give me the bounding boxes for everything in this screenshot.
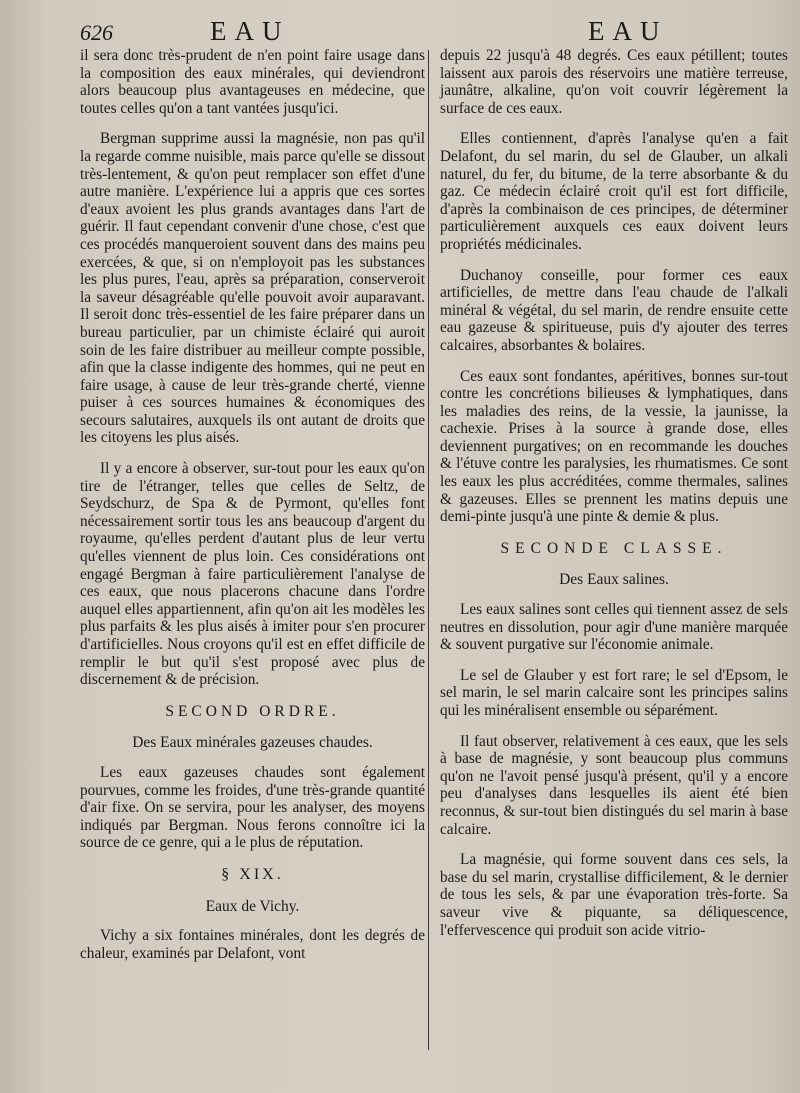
paragraph: Elles contiennent, d'après l'analyse qu'en a fait Delafont, du sel marin, du sel de Glauber, un alkali naturel, du fer, du bitume, de la terre absorbante & du gaz. Ce médecin éclairé croit qu'il est fort difficile, d'après la combinaison de ces principes, de déterminer particulièrement auxquels ces eaux doivent leurs propriétés médicinales. [440,130,788,253]
paragraph: depuis 22 jusqu'à 48 degrés. Ces eaux pétillent; toutes laissent aux parois des réservoirs une matière terreuse, jaunâtre, alkaline, qu'on voit couvrir légèrement la surface de ces eaux. [440,47,788,117]
header-title-right: EAU [588,16,668,46]
page-number: 626 [80,20,113,45]
right-column [440,47,788,952]
paragraph: La magnésie, qui forme souvent dans ces sels, la base du sel marin, crystallise difficilement, & le dernier de tous les sels, & par une évaporation très-forte. Sa saveur vive & piquante, sa déliquescence, l'effervescence qui produit son acide vitrio- [440,851,788,939]
paragraph: Il faut observer, relativement à ces eaux, que les sels à base de magnésie, y sont beaucoup plus communs qu'on ne l'avoit pensé jusqu'à présent, qu'il y a encore peu d'analyses dans lesquelles ils aient été bien reconnus, & sur-tout bien distingués du sel marin à base calcaire. [440,732,788,838]
paragraph: Les eaux salines sont celles qui tiennent assez de sels neutres en dissolution, pour agir d'une manière marquée & souvent purgative sur l'économie animale. [440,601,788,654]
paragraph: Il y a encore à observer, sur-tout pour les eaux qu'on tire de l'étranger, telles que celles de Seltz, de Seydschurz, de Spa & de Pyrmont, qu'elles font nécessairement sortir tous les ans beaucoup d'argent du royaume, qu'elles perdent d'autant plus de leur vertu qu'elles viennent de plus loin. Ces considérations ont engagé Bergman à faire particulièrement l'analyse de ces eaux, que nous placerons chacune dans l'ordre auquel elles appartiennent, afin qu'on ait les modèles les plus parfaits & les plus aisés à imiter pour s'en procurer d'artificielles. Nous croyons qu'il est en effet difficile de remplir le but qu'il s'est proposé avec plus de discernement & de précision. [80,460,425,689]
paragraph: Vichy a six fontaines minérales, dont les degrés de chaleur, examinés par Delafont, vont [80,927,425,962]
header-title-left: EAU [210,16,290,46]
subheading: Des Eaux minérales gazeuses chaudes. [132,734,373,752]
paragraph: Les eaux gazeuses chaudes sont également pourvues, comme les froides, d'une très-grande quantité d'air fixe. On se servira, pour les analyser, des moyens indiqués par Bergman. Nous ferons connoître ici la source de ce genre, qui a le plus de réputation. [80,763,425,852]
column-divider [428,50,429,1050]
paragraph: Le sel de Glauber y est fort rare; le sel d'Epsom, le sel marin, le sel marin calcaire sont les principes salins qui les minéralisent ensemble ou séparément. [440,666,788,719]
running-header [0,14,800,48]
paragraph: Bergman supprime aussi la magnésie, non pas qu'il la regarde comme nuisible, mais parce qu'elle se dissout très-lentement, & qu'on peut remplacer son effet d'une autre manière. L'expérience lui a appris que ces sortes d'eaux avoient les plus grands avantages dans l'art de guérir. Il faut cependant convenir d'une chose, c'est que ces procédés manqueroient souvent dans des mains peu exercées, & que, si on n'employoit pas les substances les plus pures, l'eau, après sa préparation, conserveroit la saveur désagréable qu'elle pouvoit avoir auparavant. Il seroit donc très-essentiel de les faire préparer dans un bureau particulier, par un chimiste éclairé qui auroit soin de les faire distribuer au meilleur compte possible, afin que la classe indigente des hommes, qui ne peut en faire usage, à cause de leur très-grande cherté, vienne puiser à ces sources humaines & économiques des secours salutaires, auxquels ils ont autant de droits que les citoyens les plus aisés. [80,130,425,447]
subheading: Des Eaux salines. [559,571,669,589]
left-column [80,47,425,975]
section-title: Eaux de Vichy. [205,897,300,915]
section-number: § XIX. [221,865,284,883]
paragraph: Duchanoy conseille, pour former ces eaux artificielles, de mettre dans l'eau chaude de l'alkali minéral & végétal, du sel marin, de rendre ensuite cette eau gazeuse & spiritueuse, puis d'y ajouter des terres calcaires, absorbantes & bolaires. [440,266,788,354]
paragraph: il sera donc très-prudent de n'en point faire usage dans la composition des eaux minérales, qui deviendront alors beaucoup plus avantageuses en médecine, que toutes celles qu'on a tant vantées jusqu'ici. [80,47,425,117]
paragraph: Ces eaux sont fondantes, apéritives, bonnes sur-tout contre les concrétions bilieuses & lymphatiques, dans les maladies des reins, de la vessie, la jaunisse, la cachexie. Prises à la source à grande dose, elles deviennent purgatives; on en recommande les douches & l'étuve contre les paralysies, les rhumatismes. Ce sont les eaux les plus accréditées, comme thermales, salines & gazeuses. Elles se prennent les matins depuis une demi-pinte jusqu'à une pinte & demie & plus. [440,367,788,526]
class-heading: SECONDE CLASSE. [500,539,728,557]
order-heading: SECOND ORDRE. [165,702,340,720]
